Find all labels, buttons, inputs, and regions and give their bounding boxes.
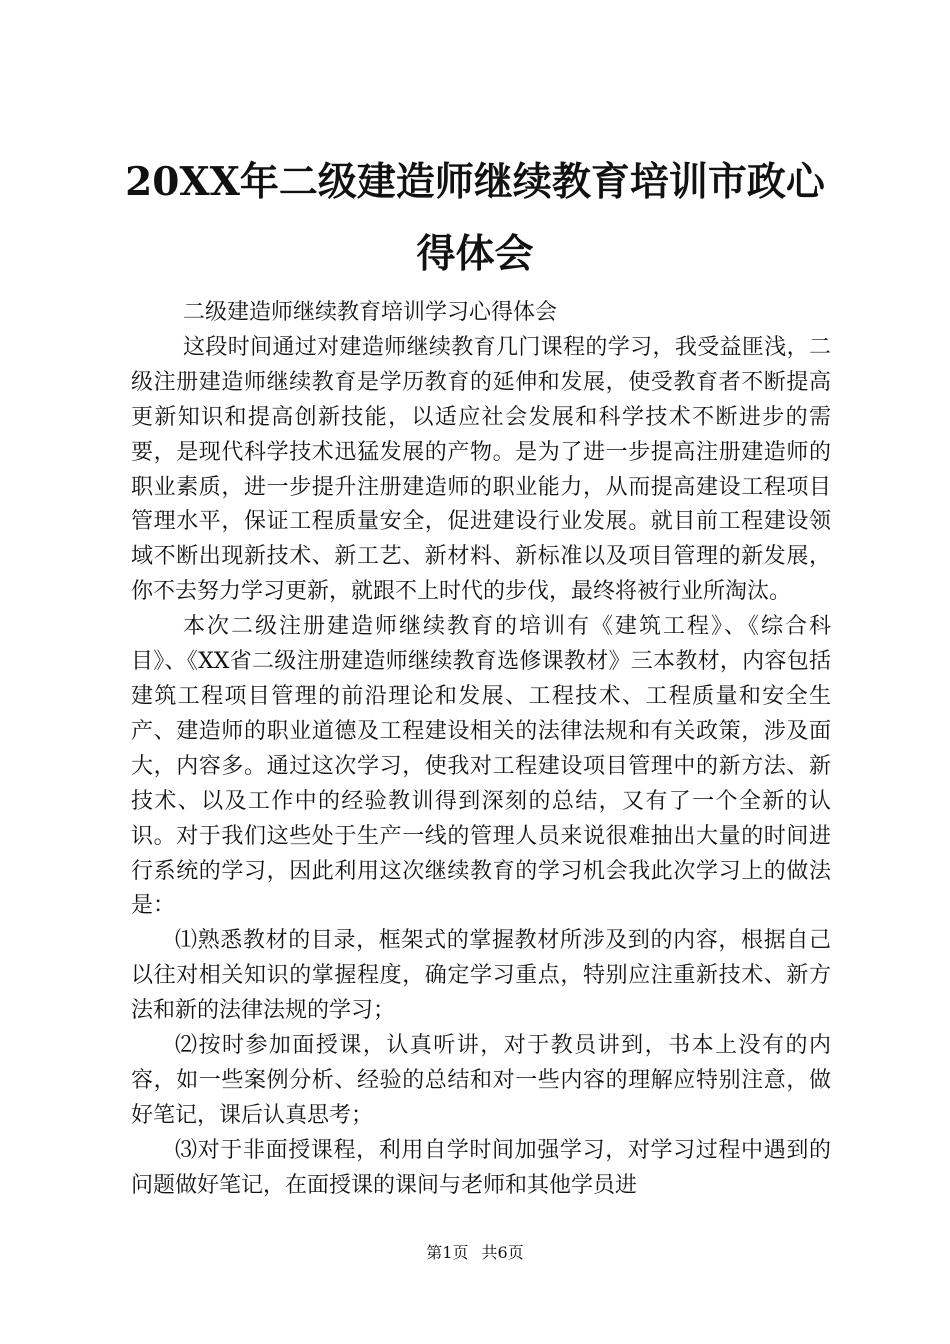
document-body — [131, 296, 831, 1204]
body-paragraph: 这段时间通过对建造师继续教育几门课程的学习，我受益匪浅，二级注册建造师继续教育是学历教育的延伸和发展，使受教育者不断提高更新知识和提高创新技能，以适应社会发展和科学技术不断进步的需要，是现代科学技术迅猛发展的产物。是为了进一步提高注册建造师的职业素质，进一步提升注册建造师的职业能力，从而提高建设工程项目管理水平，保证工程质量安全，促进建设行业发展。就目前工程建设领域不断出现新技术、新工艺、新材料、新标准以及项目管理的新发展，你不去努力学习更新，就跟不上时代的步伐，最终将被行业所淘汰。 — [131, 334, 831, 605]
list-item-paragraph: ⑵按时参加面授课，认真听讲，对于教员讲到，书本上没有的内容，如一些案例分析、经验的总结和对一些内容的理解应特别注意，做好笔记，课后认真思考； — [131, 1033, 831, 1128]
document-title: 20XX年二级建造师继续教育培训市政心得体会 — [125, 159, 825, 277]
list-item-paragraph: ⑴熟悉教材的目录，框架式的掌握教材所涉及到的内容，根据自己以往对相关知识的掌握程度，确定学习重点，特别应注重新技术、新方法和新的法律法规的学习； — [131, 928, 831, 1024]
body-paragraph: 本次二级注册建造师继续教育的培训有《建筑工程》、《综合科目》、《XX省二级注册建造师继续教育选修课教材》三本教材，内容包括建筑工程项目管理的前沿理论和发展、工程技术、工程质量和安全生产、建造师的职业道德及工程建设相关的法律法规和有关政策，涉及面大，内容多。通过这次学习，使我对工程建设项目管理中的新方法、新技术、以及工作中的经验教训得到深刻的总结，又有了一个全新的认识。对于我们这些处于生产一线的管理人员来说很难抽出大量的时间进行系统的学习，因此利用这次继续教育的学习机会我此次学习上的做法是： — [131, 614, 831, 919]
list-item-paragraph: ⑶对于非面授课程，利用自学时间加强学习，对学习过程中遇到的问题做好笔记，在面授课的课间与老师和其他学员进 — [131, 1137, 831, 1198]
page-number: 第1页 — [426, 1243, 469, 1262]
page-footer — [0, 1243, 950, 1263]
subtitle-paragraph: 二级建造师继续教育培训学习心得体会 — [183, 300, 558, 325]
page-total: 共6页 — [481, 1243, 524, 1262]
